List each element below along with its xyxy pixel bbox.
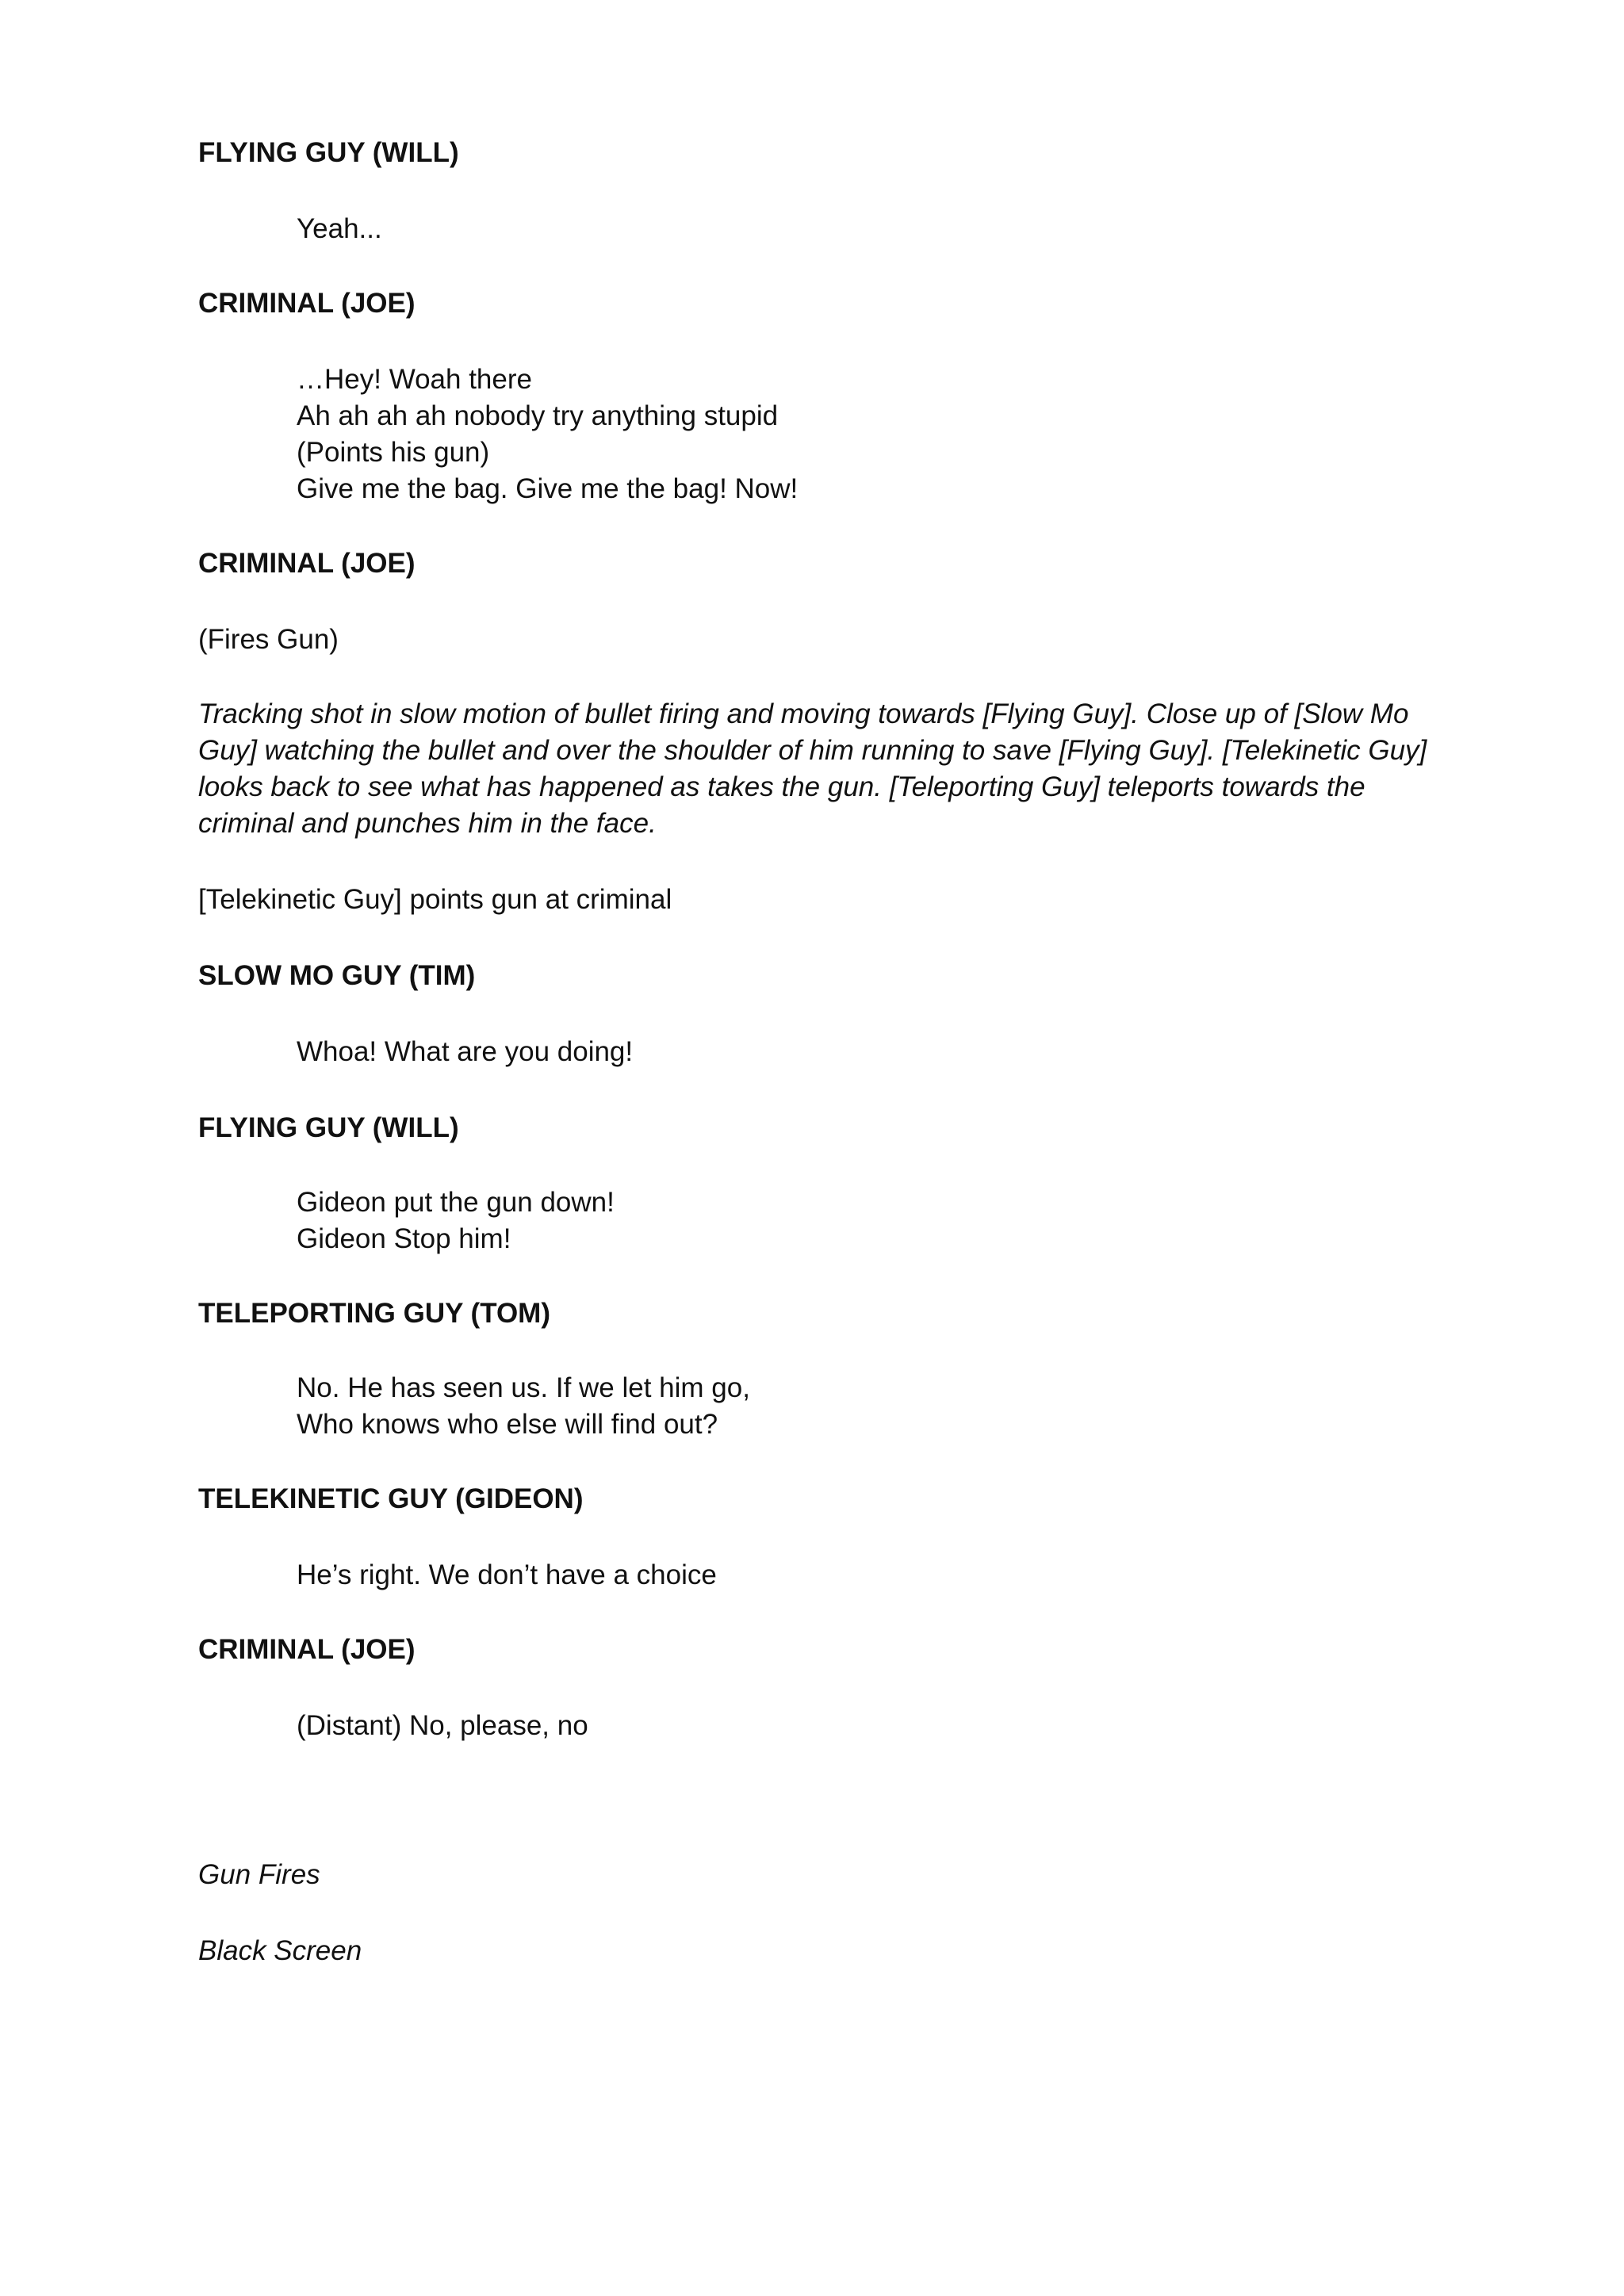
dialogue-line: Whoa! What are you doing! bbox=[297, 1036, 634, 1067]
action-line: criminal and punches him in the face. bbox=[198, 808, 657, 839]
dialogue-block bbox=[297, 211, 1534, 247]
dialogue-line: …Hey! Woah there bbox=[297, 364, 532, 395]
dialogue-line: Who knows who else will find out? bbox=[297, 1409, 718, 1440]
dialogue-line: No. He has seen us. If we let him go, bbox=[297, 1372, 750, 1403]
dialogue-line: Gideon Stop him! bbox=[297, 1223, 511, 1254]
speaker-heading: TELEKINETIC GUY (GIDEON) bbox=[198, 1483, 584, 1514]
speaker-heading: TELEPORTING GUY (TOM) bbox=[198, 1298, 550, 1329]
action-line: Tracking shot in slow motion of bullet firing and moving towards [Flying Guy]. Close up of [Slow Mo bbox=[198, 698, 1409, 729]
speaker-heading: FLYING GUY (WILL) bbox=[198, 1112, 459, 1143]
action-line: Black Screen bbox=[198, 1935, 362, 1966]
speaker-heading: CRIMINAL (JOE) bbox=[198, 1634, 416, 1665]
speaker-heading: FLYING GUY (WILL) bbox=[198, 137, 459, 168]
dialogue-block bbox=[297, 1370, 1534, 1443]
direction-line bbox=[198, 882, 1435, 918]
action-line: Guy] watching the bullet and over the shoulder of him running to save [Flying Guy]. [Telekinetic Guy] bbox=[198, 735, 1427, 766]
action-line-black-screen bbox=[198, 1933, 1435, 1969]
dialogue-line: He’s right. We don’t have a choice bbox=[297, 1559, 717, 1590]
plain-line: [Telekinetic Guy] points gun at criminal bbox=[198, 884, 672, 915]
action-line: Gun Fires bbox=[198, 1859, 320, 1890]
speaker-heading: CRIMINAL (JOE) bbox=[198, 288, 416, 319]
dialogue-block bbox=[297, 1184, 1534, 1257]
plain-line: (Fires Gun) bbox=[198, 624, 339, 655]
dialogue-line: (Distant) No, please, no bbox=[297, 1710, 588, 1741]
dialogue-line: Ah ah ah ah nobody try anything stupid bbox=[297, 400, 779, 431]
dialogue-line: Yeah... bbox=[297, 213, 382, 244]
dialogue-line: Gideon put the gun down! bbox=[297, 1187, 615, 1218]
action-line: looks back to see what has happened as takes the gun. [Teleporting Guy] teleports towards the bbox=[198, 771, 1365, 802]
speaker-heading: CRIMINAL (JOE) bbox=[198, 548, 416, 579]
action-line-gun-fires bbox=[198, 1857, 1435, 1893]
dialogue-block bbox=[297, 1708, 1534, 1744]
dialogue-block bbox=[297, 1557, 1534, 1594]
dialogue-line: Give me the bag. Give me the bag! Now! bbox=[297, 473, 799, 504]
dialogue-block bbox=[297, 1034, 1534, 1070]
speaker-heading: SLOW MO GUY (TIM) bbox=[198, 960, 476, 991]
parenthetical-line bbox=[198, 622, 1435, 658]
dialogue-block bbox=[297, 362, 1534, 507]
action-paragraph bbox=[198, 696, 1435, 842]
dialogue-line: (Points his gun) bbox=[297, 437, 490, 468]
